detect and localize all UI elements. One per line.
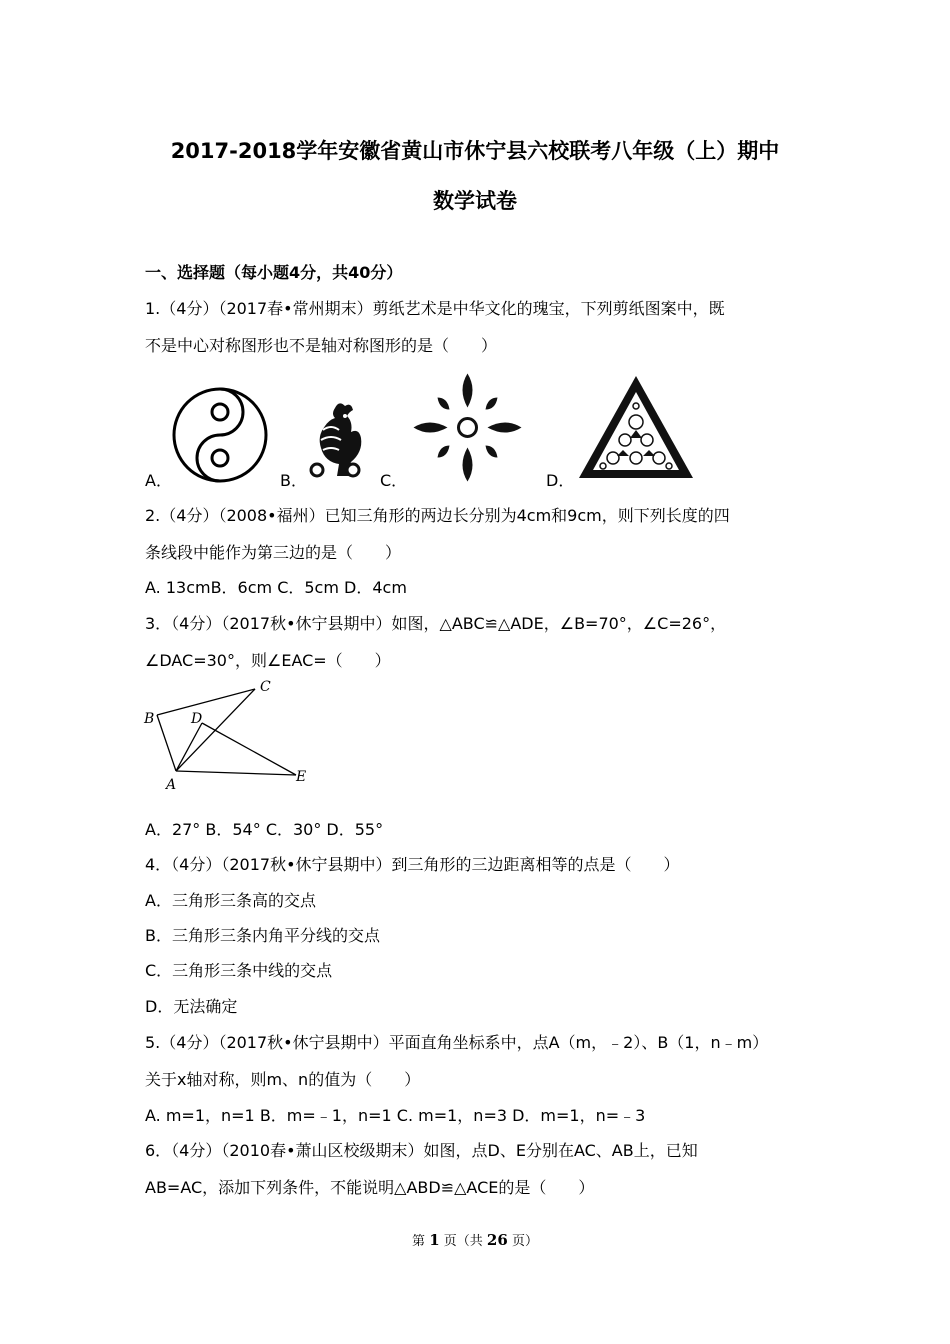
page-subtitle: 数学试卷 [433, 189, 517, 213]
current-page: 1 [429, 1231, 440, 1249]
q5-line1: 5.（4分）（2017秋•休宁县期中）平面直角坐标系中，点A（m，﹣2）、B（1，n﹣m） [145, 1033, 769, 1052]
q4-option-b: B．三角形三条内角平分线的交点 [145, 926, 380, 945]
rooster-figure [305, 400, 367, 480]
q1-option-d-label: D． [546, 471, 575, 490]
section-heading: 一、选择题（每小题4分，共40分） [145, 263, 403, 282]
q5-options: A. m=1，n=1 B．m=﹣1，n=1 C. m=1，n=3 D．m=1，n=﹣3 [145, 1106, 646, 1125]
q3-options: A．27° B．54° C．30° D．55° [145, 820, 384, 839]
q4-option-c: C．三角形三条中线的交点 [145, 961, 333, 980]
q2-line2: 条线段中能作为第三边的是（ ） [145, 543, 402, 562]
triangle-pattern-figure [575, 372, 697, 482]
q2-options: A. 13cmB．6cm C．5cm D．4cm [145, 578, 407, 597]
total-pages: 26 [486, 1231, 508, 1249]
fig-label-e: E [296, 769, 307, 785]
q4-option-d: D．无法确定 [145, 997, 238, 1016]
q4-option-a: A．三角形三条高的交点 [145, 891, 316, 910]
q2-line1: 2.（4分）（2008•福州）已知三角形的两边长分别为4cm和9cm，则下列长度的四 [145, 506, 730, 525]
q6-line2: AB=AC，添加下列条件，不能说明△ABD≌△ACE的是（ ） [145, 1178, 595, 1197]
yin-yang-figure [170, 385, 270, 485]
q1-option-c-label: C． [380, 471, 408, 490]
fig-label-d: D [191, 711, 203, 727]
page-title: 2017-2018学年安徽省黄山市休宁县六校联考八年级（上）期中 [170, 139, 780, 163]
fig-label-c: C [260, 679, 271, 695]
page-footer: 第 1 页（共 26 页） [412, 1231, 538, 1249]
q1-line2: 不是中心对称图形也不是轴对称图形的是（ ） [145, 336, 498, 355]
q1-option-b-label: B． [280, 471, 307, 490]
fig-label-b: B [144, 711, 155, 727]
q1-option-a-label: A． [145, 471, 172, 490]
q3-line1: 3．（4分）（2017秋•休宁县期中）如图，△ABC≌△ADE，∠B=70°，∠C=26°， [145, 614, 727, 633]
triangle-abc-ade-figure [140, 675, 320, 795]
fig-label-a: A [166, 777, 177, 793]
q3-line2: ∠DAC=30°，则∠EAC=（ ） [145, 651, 391, 670]
q1-line1: 1.（4分）（2017春•常州期末）剪纸艺术是中华文化的瑰宝，下列剪纸图案中，既 [145, 299, 725, 318]
q4-line1: 4．（4分）（2017秋•休宁县期中）到三角形的三边距离相等的点是（ ） [145, 855, 680, 874]
four-petal-figure [410, 370, 525, 485]
q5-line2: 关于x轴对称，则m、n的值为（ ） [145, 1070, 421, 1089]
q6-line1: 6．（4分）（2010春•萧山区校级期末）如图，点D、E分别在AC、AB上，已知 [145, 1141, 698, 1160]
